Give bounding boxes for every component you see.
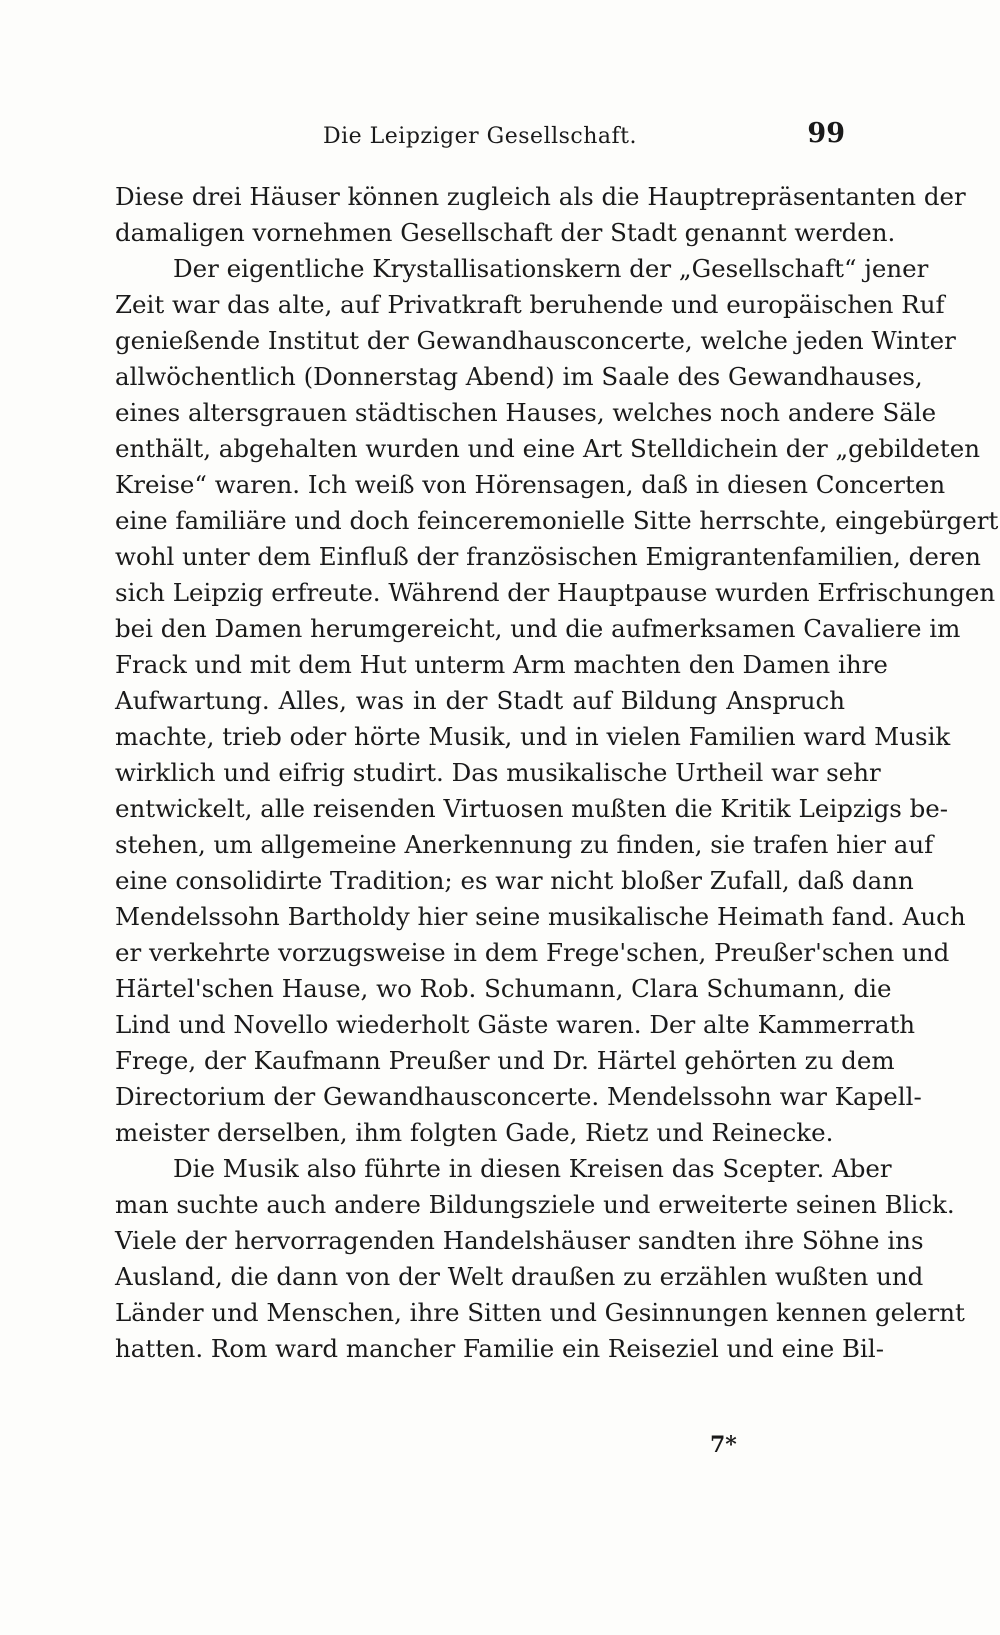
- text-line-33: hatten. Rom ward mancher Familie ein Reiseziel und eine Bil-: [115, 1334, 884, 1363]
- text-line-1: Diese drei Häuser können zugleich als die Hauptrepräsentanten der: [115, 182, 966, 211]
- text-line-26: Directorium der Gewandhausconcerte. Mendelssohn war Kapell-: [115, 1082, 922, 1111]
- text-line-27: meister derselben, ihm folgten Gade, Rietz und Reinecke.: [115, 1118, 834, 1147]
- text-line-7: eines altersgrauen städtischen Hauses, welches noch andere Säle: [115, 398, 937, 427]
- text-line-18: entwickelt, alle reisenden Virtuosen mußten die Kritik Leipzigs be-: [115, 794, 949, 823]
- text-line-6: allwöchentlich (Donnerstag Abend) im Saale des Gewandhauses,: [115, 362, 923, 391]
- text-line-25: Frege, der Kaufmann Preußer und Dr. Härtel gehörten zu dem: [115, 1046, 895, 1075]
- body-text: [115, 179, 999, 1367]
- text-line-11: wohl unter dem Einfluß der französischen Emigrantenfamilien, deren: [115, 542, 981, 571]
- text-line-8: enthält, abgehalten wurden und eine Art Stelldichein der „gebildeten: [115, 434, 980, 463]
- text-line-4: Zeit war das alte, auf Privatkraft beruhende und europäischen Ruf: [115, 290, 945, 319]
- text-line-13: bei den Damen herumgereicht, und die aufmerksamen Cavaliere im: [115, 614, 961, 643]
- text-line-19: stehen, um allgemeine Anerkennung zu finden, sie trafen hier auf: [115, 830, 934, 859]
- text-line-15: Aufwartung. Alles, was in der Stadt auf Bildung Anspruch: [115, 686, 845, 715]
- text-line-20: eine consolidirte Tradition; es war nicht bloßer Zufall, daß dann: [115, 866, 914, 895]
- text-line-12: sich Leipzig erfreute. Während der Hauptpause wurden Erfrischungen: [115, 578, 996, 607]
- text-line-32: Länder und Menschen, ihre Sitten und Gesinnungen kennen gelernt: [115, 1298, 965, 1327]
- text-line-24: Lind und Novello wiederholt Gäste waren. Der alte Kammerrath: [115, 1010, 916, 1039]
- text-line-30: Viele der hervorragenden Handelshäuser sandten ihre Söhne ins: [115, 1226, 924, 1255]
- text-line-21: Mendelssohn Bartholdy hier seine musikalische Heimath fand. Auch: [115, 902, 966, 931]
- text-line-2: damaligen vornehmen Gesellschaft der Stadt genannt werden.: [115, 218, 896, 247]
- text-line-29: man suchte auch andere Bildungsziele und erweiterte seinen Blick.: [115, 1190, 955, 1219]
- text-line-22: er verkehrte vorzugsweise in dem Frege'schen, Preußer'schen und: [115, 938, 950, 967]
- text-line-28: Die Musik also führte in diesen Kreisen das Scepter. Aber: [173, 1154, 892, 1183]
- text-line-9: Kreise“ waren. Ich weiß von Hörensagen, daß in diesen Concerten: [115, 470, 946, 499]
- text-line-17: wirklich und eifrig studirt. Das musikalische Urtheil war sehr: [115, 758, 881, 787]
- page-number: 99: [807, 118, 845, 149]
- text-line-16: machte, trieb oder hörte Musik, und in vielen Familien ward Musik: [115, 722, 951, 751]
- text-line-31: Ausland, die dann von der Welt draußen zu erzählen wußten und: [115, 1262, 924, 1291]
- text-line-23: Härtel'schen Hause, wo Rob. Schumann, Clara Schumann, die: [115, 974, 892, 1003]
- signature-mark: 7*: [710, 1432, 737, 1458]
- running-title: Die Leipziger Gesellschaft.: [322, 124, 638, 149]
- text-line-14: Frack und mit dem Hut unterm Arm machten den Damen ihre: [115, 650, 888, 679]
- text-line-3: Der eigentliche Krystallisationskern der „Gesellschaft“ jener: [173, 254, 929, 283]
- text-line-5: genießende Institut der Gewandhausconcerte, welche jeden Winter: [115, 326, 956, 355]
- text-line-10: eine familiäre und doch feinceremonielle Sitte herrschte, eingebürgert: [115, 506, 999, 535]
- page-header: [115, 118, 845, 154]
